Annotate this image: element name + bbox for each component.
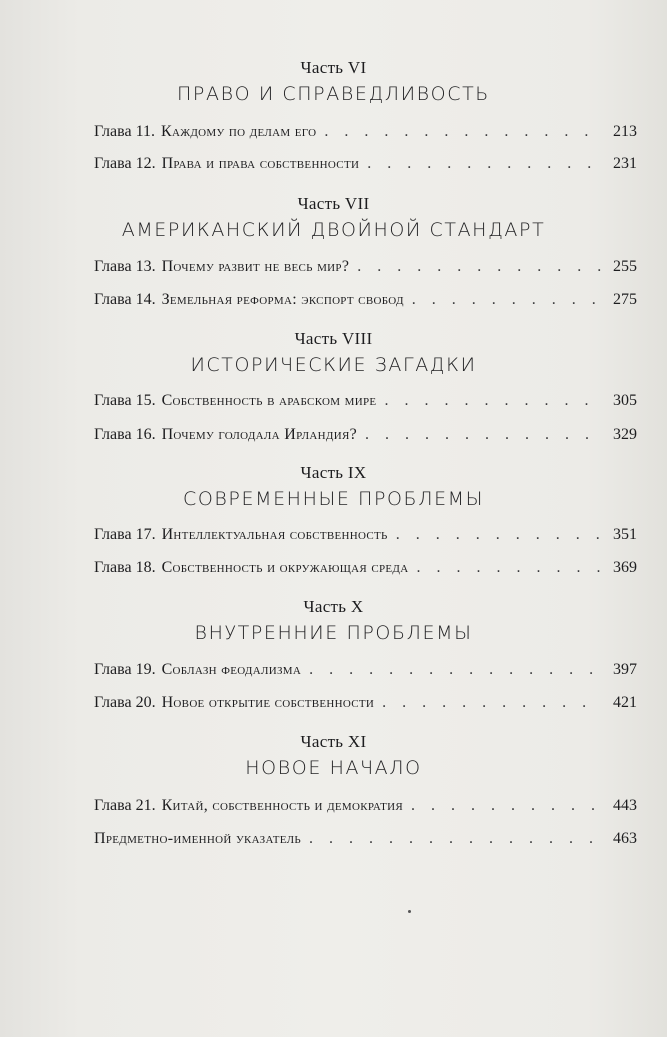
part-label: Часть VIII (294, 329, 373, 348)
chapter-number: Глава 18. (94, 559, 156, 576)
dot-leader (396, 524, 601, 546)
part-heading (0, 597, 667, 645)
chapter-number: Глава 17. (94, 526, 156, 543)
chapter-title: Собственность и окружающая среда (161, 559, 409, 576)
page-number: 369 (613, 559, 637, 576)
toc-entry (94, 390, 637, 412)
page-number: 397 (613, 661, 637, 678)
chapter-title: Земельная реформа: экспорт свобод (161, 291, 404, 308)
chapter-number: Глава 16. (94, 426, 156, 443)
chapter-title: Соблазн феодализма (161, 661, 302, 678)
chapter-number: Глава 11. (94, 123, 155, 140)
part-heading (0, 463, 667, 511)
chapter-number: Глава 13. (94, 258, 156, 275)
page-number: 443 (613, 797, 637, 814)
dot-leader (382, 692, 601, 714)
chapter-number: Глава 20. (94, 694, 156, 711)
chapter-title: Китай, собственность и демократия (161, 797, 404, 814)
chapter-number: Глава 14. (94, 291, 156, 308)
chapter-title: Интеллектуальная собственность (161, 526, 388, 543)
toc-entry (94, 557, 637, 579)
part-title: НОВОЕ НАЧАЛО (245, 757, 422, 779)
page-number: 255 (613, 258, 637, 275)
page-number: 305 (613, 392, 637, 409)
chapter-title: Права и права собственности (161, 155, 360, 172)
toc-entry (94, 692, 637, 714)
dot-leader (384, 390, 601, 412)
toc-entry-index (94, 828, 637, 850)
dot-leader (309, 828, 601, 850)
page-number: 463 (613, 830, 637, 847)
chapter-number: Глава 15. (94, 392, 156, 409)
page-number: 351 (613, 526, 637, 543)
dot-leader (357, 256, 601, 278)
part-title: ВНУТРЕННИЕ ПРОБЛЕМЫ (194, 622, 473, 644)
dot-leader (309, 659, 601, 681)
part-heading (0, 194, 667, 242)
page-number: 231 (613, 155, 637, 172)
dot-leader (365, 424, 601, 446)
toc-entry (94, 795, 637, 817)
toc-entry (94, 659, 637, 681)
index-title: Предметно-именной указатель (94, 830, 302, 847)
chapter-title: Собственность в арабском мире (161, 392, 377, 409)
dot-leader (416, 557, 601, 579)
page-number: 421 (613, 694, 637, 711)
chapter-number: Глава 21. (94, 797, 156, 814)
toc-entry (94, 524, 637, 546)
part-heading (0, 732, 667, 780)
part-label: Часть VI (300, 58, 367, 77)
part-title: АМЕРИКАНСКИЙ ДВОЙНОЙ СТАНДАРТ (121, 219, 546, 241)
part-heading (0, 329, 667, 377)
chapter-number: Глава 19. (94, 661, 156, 678)
page-number: 213 (613, 123, 637, 140)
part-title: ИСТОРИЧЕСКИЕ ЗАГАДКИ (190, 354, 477, 376)
page-number: 329 (613, 426, 637, 443)
part-label: Часть X (303, 597, 364, 616)
part-heading (0, 58, 667, 106)
print-speck (408, 910, 411, 913)
page-number: 275 (613, 291, 637, 308)
dot-leader (324, 121, 601, 143)
toc-entry (94, 424, 637, 446)
chapter-title: Каждому по делам его (160, 123, 317, 140)
chapter-title: Новое открытие собственности (161, 694, 375, 711)
part-title: ПРАВО И СПРАВЕДЛИВОСТЬ (177, 83, 490, 105)
chapter-title: Почему голодала Ирландия? (161, 426, 358, 443)
toc-entry (94, 121, 637, 143)
toc-entry (94, 153, 637, 175)
chapter-number: Глава 12. (94, 155, 156, 172)
part-label: Часть VII (297, 194, 370, 213)
dot-leader (412, 289, 601, 311)
chapter-title: Почему развит не весь мир? (161, 258, 350, 275)
toc-entry (94, 289, 637, 311)
dot-leader (411, 795, 601, 817)
dot-leader (367, 153, 601, 175)
toc-entry (94, 256, 637, 278)
part-title: СОВРЕМЕННЫЕ ПРОБЛЕМЫ (182, 488, 485, 510)
part-label: Часть IX (300, 463, 367, 482)
part-label: Часть XI (300, 732, 367, 751)
